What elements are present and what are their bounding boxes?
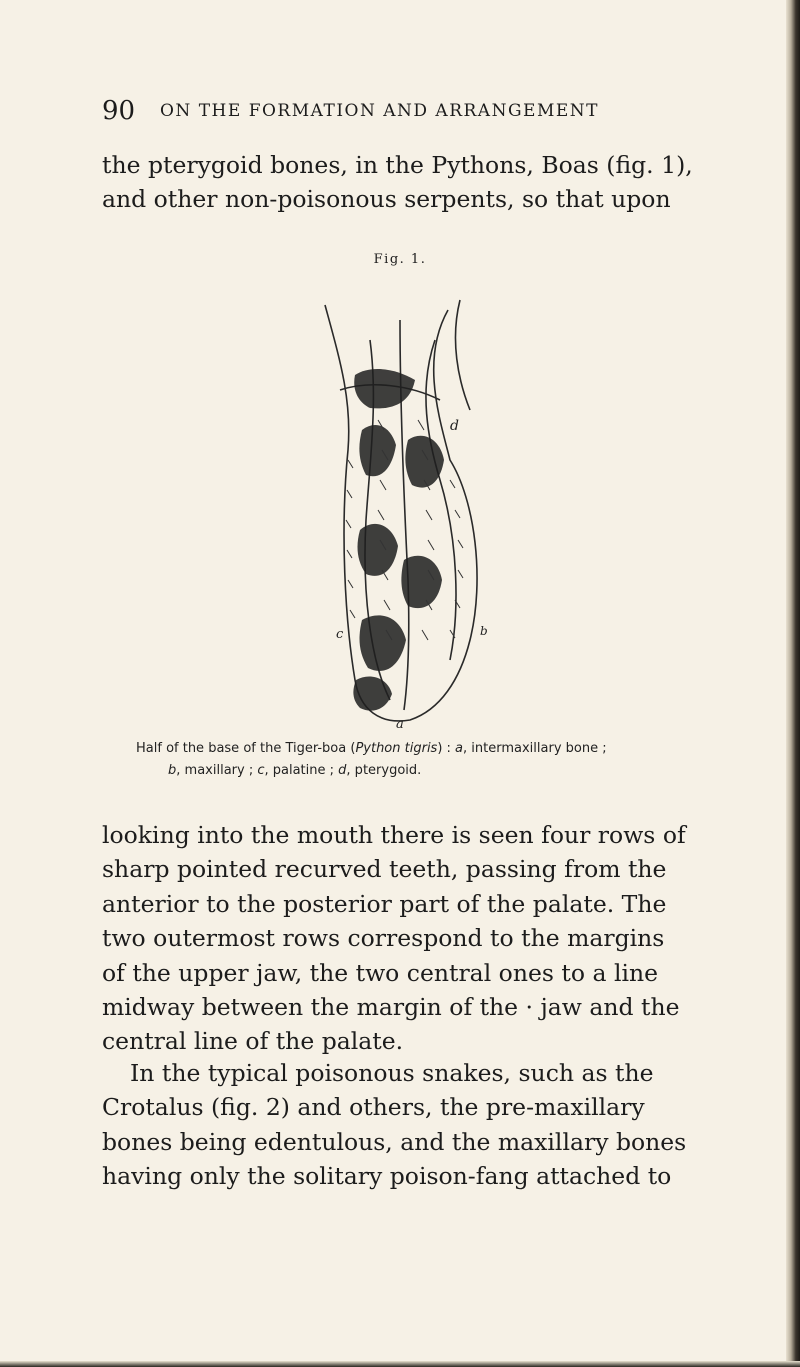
- text-line: two outermost rows correspond to the margins: [102, 924, 665, 953]
- text-line: having only the solitary poison-fang attached to: [102, 1162, 672, 1191]
- page-number: 90: [102, 96, 136, 126]
- page-edge-shadow: [786, 0, 800, 1367]
- text-line: looking into the mouth there is seen four rows of: [102, 821, 686, 849]
- running-head: ON THE FORMATION AND ARRANGEMENT: [160, 101, 599, 121]
- figure-label: Fig. 1.: [373, 252, 427, 267]
- text-line: anterior to the posterior part of the palate. The: [102, 889, 667, 918]
- text-line: In the typical poisonous snakes, such as the: [130, 1059, 654, 1087]
- caption-species: Python tigris: [355, 741, 438, 756]
- caption-letter: c: [257, 763, 265, 778]
- figure-skull-illustration: [300, 280, 500, 730]
- text-line: Crotalus (fig. 2) and others, the pre-maxillary: [102, 1093, 645, 1122]
- caption-letter: a: [455, 741, 464, 756]
- caption-line-2: [136, 760, 716, 782]
- caption-letter: b: [168, 763, 177, 778]
- caption-text: , pterygoid.: [346, 763, 422, 778]
- page-header: [102, 96, 712, 130]
- page-bottom-edge: [0, 1361, 800, 1367]
- text-line: and other non-poisonous serpents, so that upon: [102, 185, 671, 214]
- caption-text: ) :: [437, 741, 456, 756]
- caption-text: Half of the base of the Tiger-boa (: [136, 741, 356, 756]
- text-line: midway between the margin of the · jaw and the: [102, 993, 680, 1022]
- caption-text: , intermaxillary bone ;: [463, 741, 607, 756]
- text-line: bones being edentulous, and the maxillary bones: [102, 1127, 687, 1156]
- paragraph-2: [102, 818, 712, 1059]
- paragraph-1: [102, 148, 712, 217]
- text-line: sharp pointed recurved teeth, passing from the: [102, 855, 667, 884]
- text-line: the pterygoid bones, in the Pythons, Boas (fig. 1),: [102, 151, 693, 179]
- text-line: central line of the palate.: [102, 1027, 404, 1056]
- text-line: of the upper jaw, the two central ones to a line: [102, 958, 659, 987]
- label-b: b: [480, 624, 488, 638]
- label-c: c: [336, 627, 344, 642]
- caption-letter: d: [338, 763, 347, 778]
- label-a: a: [396, 717, 404, 730]
- caption-text: , maxillary ;: [176, 763, 258, 778]
- caption-text: , palatine ;: [264, 763, 339, 778]
- figure-caption: [136, 738, 716, 782]
- skull-drawing: [300, 280, 500, 730]
- label-d: d: [450, 418, 459, 434]
- caption-line-1: [136, 738, 716, 760]
- paragraph-3: [102, 1056, 712, 1194]
